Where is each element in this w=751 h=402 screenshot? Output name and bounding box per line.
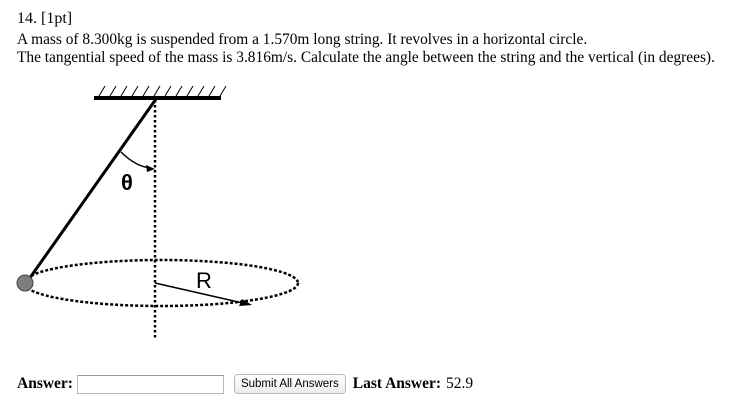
string [27,99,156,282]
answer-label: Answer: [17,375,73,392]
theta-label: θ [121,170,133,195]
orbit-circle [24,260,298,306]
answer-input[interactable] [77,375,224,394]
radius-label: R [196,268,212,293]
last-answer-value: 52.9 [446,375,474,392]
answer-row [17,373,473,395]
ceiling-hatch [99,86,226,96]
last-answer-label: Last Answer: [352,375,442,392]
problem-line-1: A mass of 8.300kg is suspended from a 1.570m long string. It revolves in a horizontal circle. [17,31,588,48]
angle-arc [121,152,150,168]
problem-header: 14. [1pt] [17,10,73,27]
mass-bob [17,275,33,291]
submit-all-answers-button[interactable]: Submit All Answers [234,374,346,394]
problem-line-2: The tangential speed of the mass is 3.816m/s. Calculate the angle between the string and the vertical (in degrees). [17,49,715,66]
angle-arrowhead [146,165,155,172]
